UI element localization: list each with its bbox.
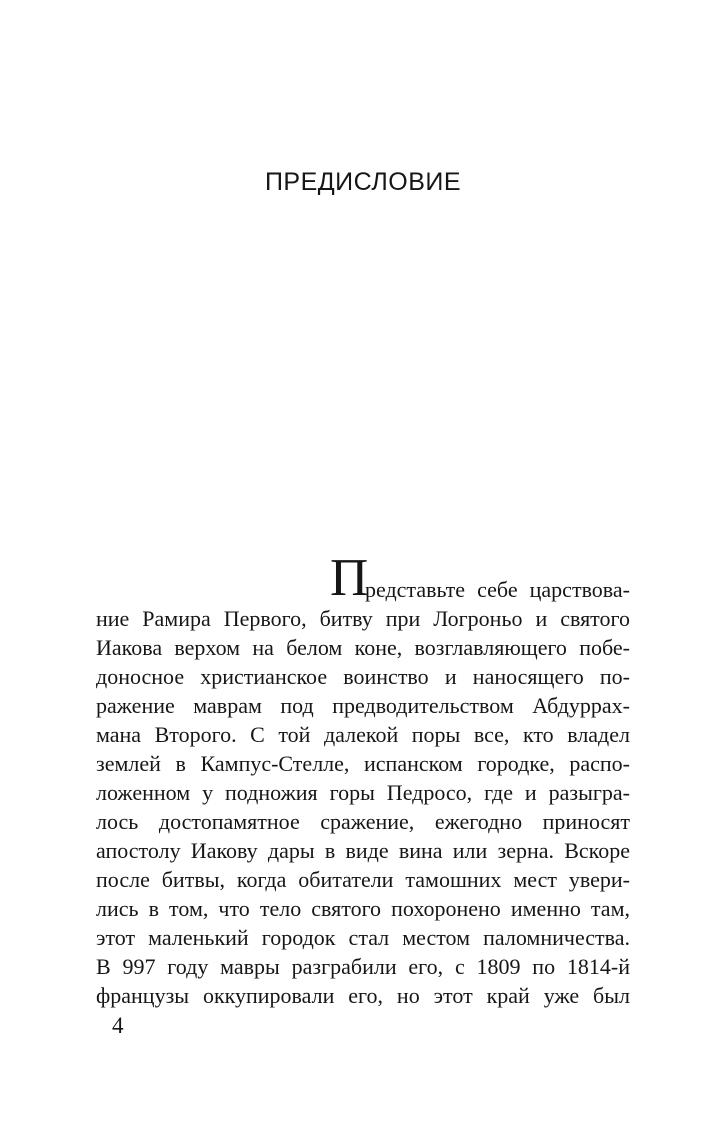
body-text-line: ражение маврам под предводительством Абдуррах- xyxy=(96,693,630,718)
body-text-line: после битвы, когда обитатели тамошних мест увери- xyxy=(96,867,630,892)
dropcap-letter: П xyxy=(330,549,369,607)
body-text xyxy=(96,575,630,1010)
body-text-line: мана Второго. С той далекой поры все, кто владел xyxy=(96,722,630,747)
body-text-line: землей в Кампус-Стелле, испанском городке, распо- xyxy=(96,751,630,776)
body-text-line: лось достопамятное сражение, ежегодно приносят xyxy=(96,809,630,834)
body-text-line: этот маленький городок стал местом паломничества. xyxy=(96,925,630,950)
page-number: 4 xyxy=(112,1013,124,1038)
body-text-line: лись в том, что тело святого похоронено именно там, xyxy=(96,896,630,921)
body-text-line: редставьте себе царствова- xyxy=(365,577,630,602)
body-text-line: французы оккупировали его, но этот край уже был xyxy=(96,983,630,1008)
body-text-line: Иакова верхом на белом коне, возглавляющего побе- xyxy=(96,635,630,660)
chapter-title: ПРЕДИСЛОВИЕ xyxy=(264,168,462,196)
body-text-line: апостолу Иакову дары в виде вина или зерна. Вскоре xyxy=(96,838,630,863)
body-text-line: В 997 году мавры разграбили его, с 1809 по 1814-й xyxy=(96,954,630,979)
body-text-line: ние Рамира Первого, битву при Логроньо и святого xyxy=(96,606,630,631)
body-text-line: ложенном у подножия горы Педросо, где и разыгра- xyxy=(96,780,630,805)
body-text-line: доносное христианское воинство и наносящего по- xyxy=(96,664,630,689)
